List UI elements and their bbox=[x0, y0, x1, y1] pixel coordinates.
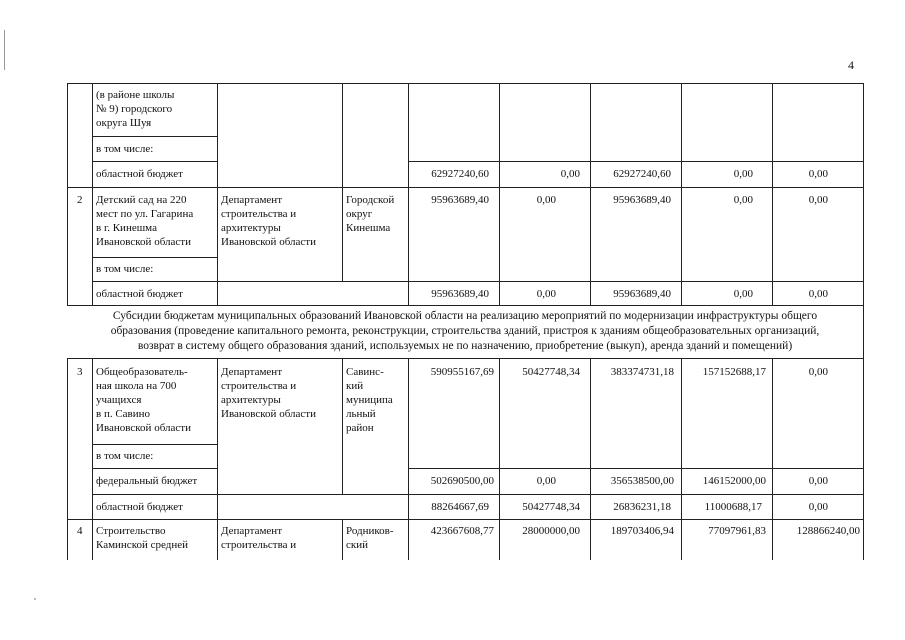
row-divider bbox=[92, 468, 217, 469]
budget-source-label: областной бюджет bbox=[96, 501, 183, 513]
col-divider bbox=[342, 358, 343, 494]
section-title: Субсидии бюджетам муниципальных образований Ивановской области на реализацию мероприятий по модернизации инфраструктуры общего образования (проведение капитального ремонта, реконструкции, строительства зданий, пристроя к зданиям общеобразовательных организаций, возврат в систему общего образования зданий, используемых не по назначению, приобретение (выкуп), аренда зданий и помещений) bbox=[110, 310, 820, 352]
amount-cell: 95963689,40 bbox=[613, 288, 671, 300]
row-number: 4 bbox=[77, 525, 83, 537]
row-divider bbox=[67, 187, 863, 188]
col-divider bbox=[342, 83, 343, 281]
amount-cell: 77097961,83 bbox=[708, 525, 766, 537]
amount-cell: 0,00 bbox=[536, 288, 556, 300]
including-label: в том числе: bbox=[96, 450, 154, 462]
col-divider bbox=[217, 358, 218, 560]
row-divider bbox=[92, 494, 863, 495]
including-label: в том числе: bbox=[96, 143, 154, 155]
amount-cell: 26836231,18 bbox=[613, 501, 671, 513]
budget-source-label: федеральный бюджет bbox=[96, 475, 198, 487]
amount-cell: 0,00 bbox=[808, 475, 828, 487]
municipality-cell: Савинс- кий муниципа льный район bbox=[346, 366, 393, 434]
row-divider bbox=[92, 444, 217, 445]
amount-cell: 0,00 bbox=[560, 168, 580, 180]
object-name-cell: Строительство Каминской средней bbox=[96, 525, 188, 551]
row-divider bbox=[92, 136, 217, 137]
amount-cell: 88264667,69 bbox=[431, 501, 489, 513]
department-cell: Департамент строительства и архитектуры Ивановской области bbox=[221, 366, 316, 420]
amount-cell: 0,00 bbox=[808, 288, 828, 300]
col-divider bbox=[342, 519, 343, 560]
municipality-cell: Родников- ский bbox=[346, 525, 394, 551]
col-divider bbox=[217, 83, 218, 305]
amount-cell: 95963689,40 bbox=[431, 194, 489, 206]
amount-cell: 146152000,00 bbox=[702, 475, 766, 487]
amount-cell: 590955167,69 bbox=[430, 366, 494, 378]
amount-cell: 11000688,17 bbox=[704, 501, 762, 513]
row-divider bbox=[67, 305, 863, 306]
row-divider bbox=[92, 161, 217, 162]
table-left-border bbox=[67, 358, 68, 560]
amount-cell: 62927240,60 bbox=[431, 168, 489, 180]
amount-cell: 189703406,94 bbox=[610, 525, 674, 537]
row-divider bbox=[92, 257, 217, 258]
amount-cell: 0,00 bbox=[808, 501, 828, 513]
amount-cell: 0,00 bbox=[733, 168, 753, 180]
amount-cell: 0,00 bbox=[536, 194, 556, 206]
budget-source-label: областной бюджет bbox=[96, 288, 183, 300]
amount-cell: 383374731,18 bbox=[610, 366, 674, 378]
amount-cell: 0,00 bbox=[536, 475, 556, 487]
row-number: 3 bbox=[77, 366, 83, 378]
amount-cell: 0,00 bbox=[808, 168, 828, 180]
amount-cell: 0,00 bbox=[733, 194, 753, 206]
table-left-border bbox=[67, 83, 68, 305]
object-name-cell: (в районе школы № 9) городского округа Шуя bbox=[96, 89, 175, 129]
object-name-cell: Общеобразователь- ная школа на 700 учащихся в п. Савино Ивановской области bbox=[96, 366, 191, 434]
budget-source-label: областной бюджет bbox=[96, 168, 183, 180]
row-divider bbox=[408, 468, 863, 469]
row-divider bbox=[92, 281, 863, 282]
amount-cell: 502690500,00 bbox=[430, 475, 494, 487]
amount-cell: 95963689,40 bbox=[431, 288, 489, 300]
row-divider bbox=[67, 358, 863, 359]
row-divider bbox=[67, 519, 863, 520]
amount-cell: 50427748,34 bbox=[522, 366, 580, 378]
table-right-border bbox=[863, 83, 864, 560]
amount-cell: 0,00 bbox=[808, 194, 828, 206]
row-divider bbox=[408, 161, 863, 162]
amount-cell: 62927240,60 bbox=[613, 168, 671, 180]
amount-cell: 0,00 bbox=[808, 366, 828, 378]
municipality-cell: Городской округ Кинешма bbox=[346, 194, 395, 234]
amount-cell: 423667608,77 bbox=[430, 525, 494, 537]
amount-cell: 28000000,00 bbox=[522, 525, 580, 537]
department-cell: Департамент строительства и bbox=[221, 525, 297, 551]
col-divider bbox=[92, 358, 93, 560]
including-label: в том числе: bbox=[96, 263, 154, 275]
amount-cell: 50427748,34 bbox=[522, 501, 580, 513]
col-divider bbox=[92, 83, 93, 305]
amount-cell: 157152688,17 bbox=[702, 366, 766, 378]
department-cell: Департамент строительства и архитектуры Ивановской области bbox=[221, 194, 316, 248]
page-number: 4 bbox=[848, 58, 854, 72]
object-name-cell: Детский сад на 220 мест по ул. Гагарина в г. Кинешма Ивановской области bbox=[96, 194, 194, 248]
amount-cell: 356538500,00 bbox=[610, 475, 674, 487]
amount-cell: 0,00 bbox=[733, 288, 753, 300]
amount-cell: 95963689,40 bbox=[613, 194, 671, 206]
amount-cell: 128866240,00 bbox=[796, 525, 860, 537]
table-top-border bbox=[67, 83, 863, 84]
row-number: 2 bbox=[77, 194, 83, 206]
